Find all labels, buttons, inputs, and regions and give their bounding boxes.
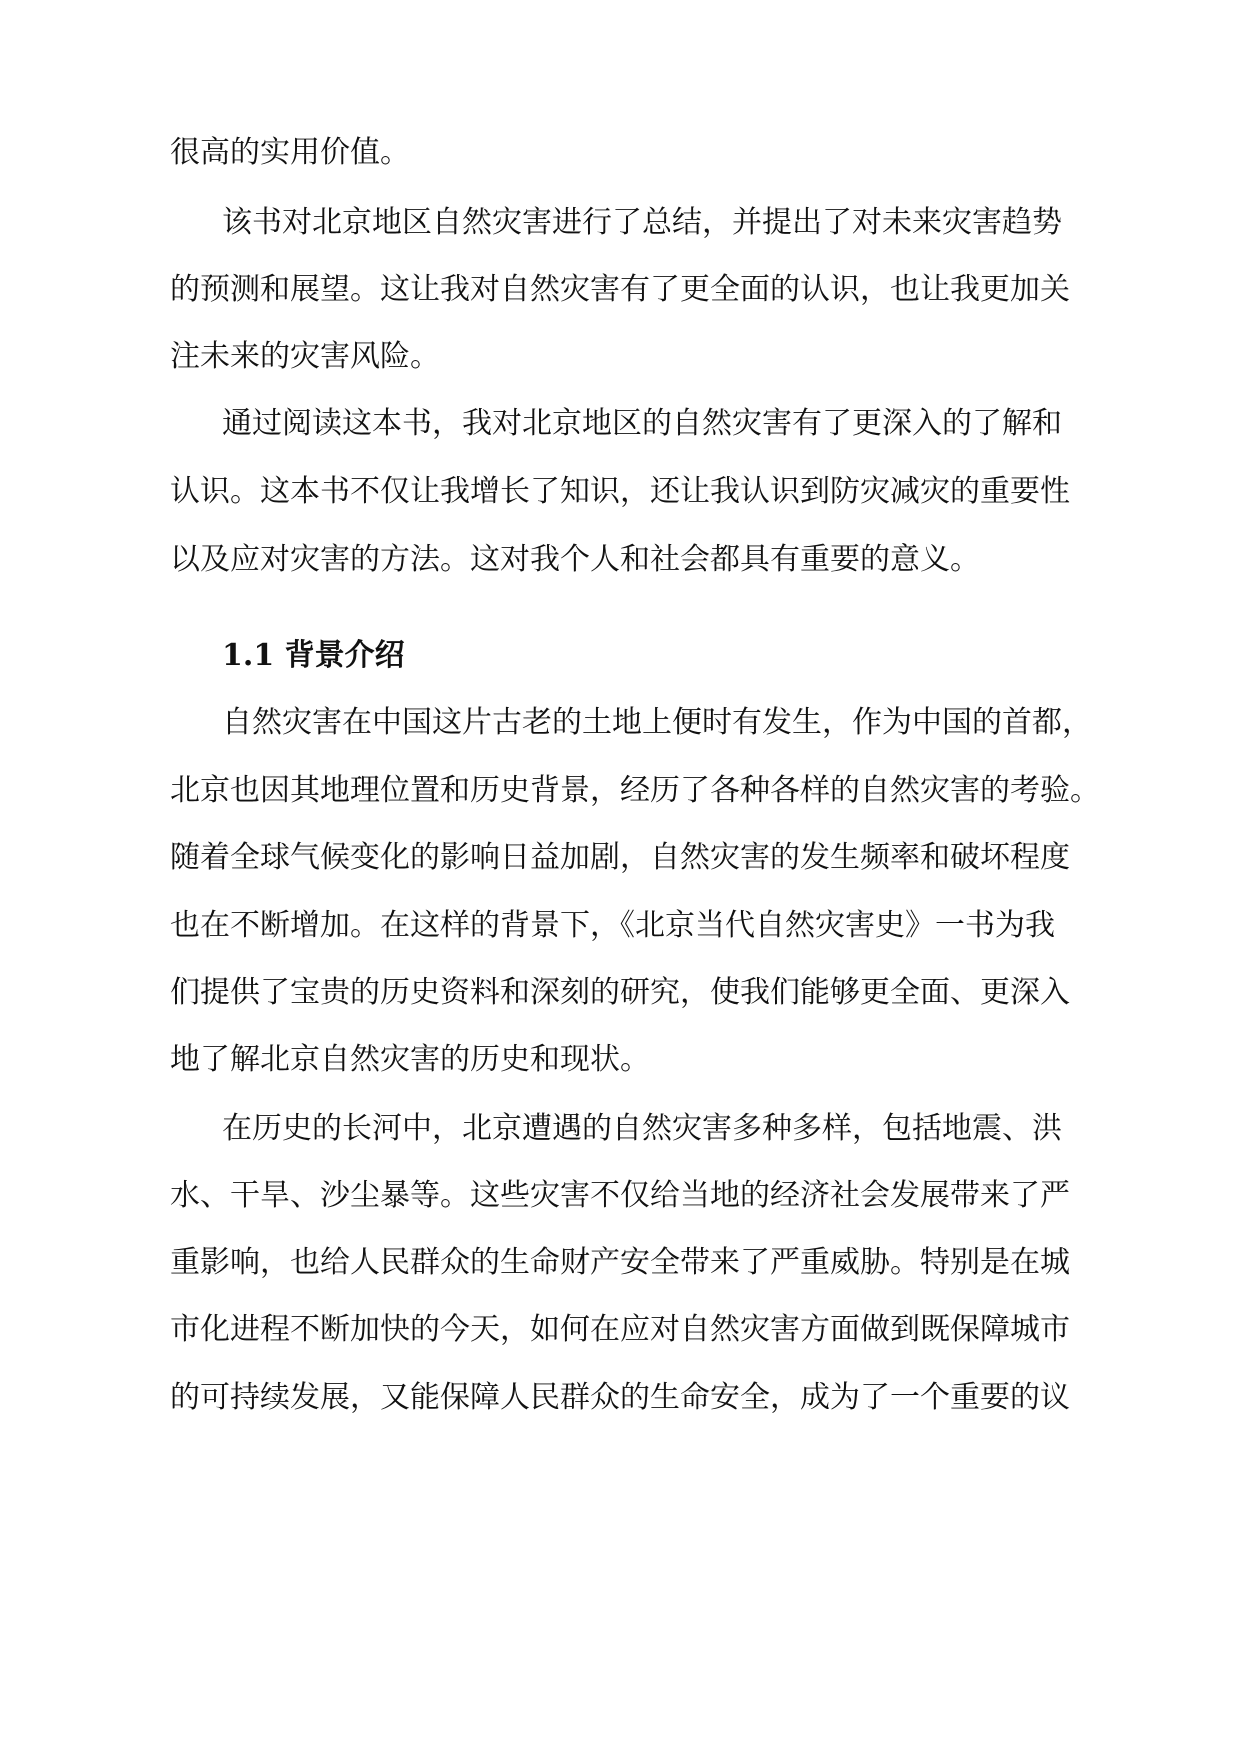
line-text: 市化进程不断加快的今天，如何在应对自然灾害方面做到既保障城市 bbox=[170, 1312, 1070, 1347]
line-text: 在历史的长河中，北京遭遇的自然灾害多种多样，包括地震、洪 bbox=[222, 1111, 1062, 1146]
line-text: 重影响，也给人民群众的生命财产安全带来了严重威胁。特别是在城 bbox=[170, 1245, 1070, 1280]
line-text: 以及应对灾害的方法。这对我个人和社会都具有重要的意义。 bbox=[170, 542, 980, 577]
line-text: 该书对北京地区自然灾害进行了总结，并提出了对未来灾害趋势 bbox=[222, 205, 1062, 240]
line-text: 很高的实用价值。 bbox=[170, 135, 410, 170]
line-text: 北京也因其地理位置和历史背景，经历了各种各样的自然灾害的考验。 bbox=[170, 773, 1100, 808]
line-text: 地了解北京自然灾害的历史和现状。 bbox=[170, 1042, 650, 1077]
line-text: 随着全球气候变化的影响日益加剧，自然灾害的发生频率和破坏程度 bbox=[170, 840, 1070, 875]
line-text: 们提供了宝贵的历史资料和深刻的研究，使我们能够更全面、更深入 bbox=[170, 975, 1070, 1010]
line-text: 水、干旱、沙尘暴等。这些灾害不仅给当地的经济社会发展带来了严 bbox=[170, 1178, 1070, 1213]
line-text: 认识。这本书不仅让我增长了知识，还让我认识到防灾减灾的重要性 bbox=[170, 474, 1070, 509]
line-text: 的预测和展望。这让我对自然灾害有了更全面的认识，也让我更加关 bbox=[170, 272, 1070, 307]
line-text: 注未来的灾害风险。 bbox=[170, 339, 440, 374]
line-text: 自然灾害在中国这片古老的土地上便时有发生，作为中国的首都， bbox=[222, 705, 1092, 740]
line-text: 通过阅读这本书，我对北京地区的自然灾害有了更深入的了解和 bbox=[222, 406, 1062, 441]
line-text: 的可持续发展，又能保障人民群众的生命安全，成为了一个重要的议 bbox=[170, 1380, 1070, 1415]
section-heading-text: 1.1 背景介绍 bbox=[222, 638, 405, 673]
line-text: 也在不断增加。在这样的背景下，《北京当代自然灾害史》一书为我 bbox=[170, 908, 1055, 943]
